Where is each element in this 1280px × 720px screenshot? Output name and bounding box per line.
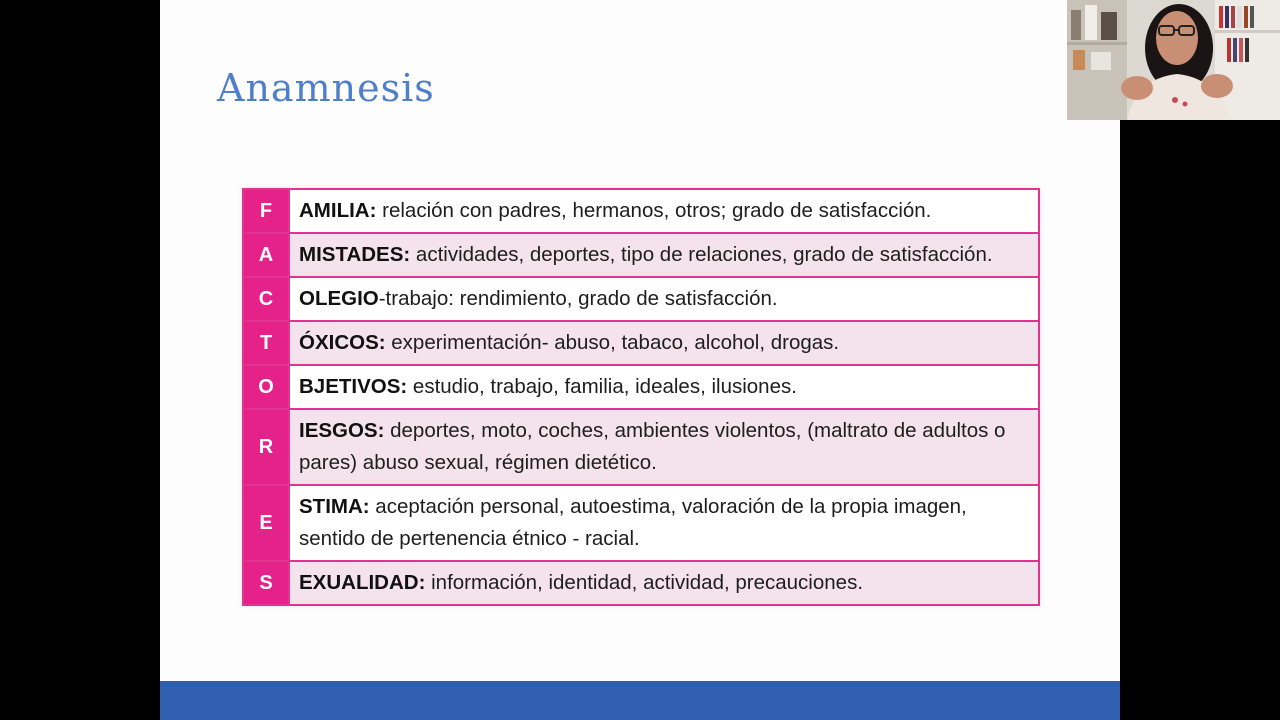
factores-table: [242, 188, 1040, 606]
table-row: [244, 322, 1038, 366]
table-row: [244, 410, 1038, 486]
table-row: [244, 278, 1038, 322]
table-row: [244, 486, 1038, 562]
row-term: EXUALIDAD:: [299, 571, 426, 594]
acronym-letter: F: [244, 190, 288, 232]
row-text: [288, 322, 1038, 364]
acronym-letter: E: [244, 486, 288, 560]
row-text: [288, 234, 1038, 276]
row-text: [288, 366, 1038, 408]
acronym-letter: S: [244, 562, 288, 604]
acronym-letter: O: [244, 366, 288, 408]
row-term: MISTADES:: [299, 243, 411, 266]
table-row: [244, 562, 1038, 604]
presenter-webcam-thumbnail[interactable]: [1067, 0, 1280, 120]
table-row: [244, 234, 1038, 278]
row-term: ÓXICOS:: [299, 331, 386, 354]
acronym-letter: R: [244, 410, 288, 484]
presentation-slide: [160, 0, 1120, 720]
acronym-letter: C: [244, 278, 288, 320]
row-text: [288, 278, 1038, 320]
slide-title: Anamnesis: [217, 66, 435, 110]
row-term: AMILIA:: [299, 199, 377, 222]
row-description: experimentación- abuso, tabaco, alcohol, drogas.: [385, 331, 840, 354]
acronym-letter: T: [244, 322, 288, 364]
table-row: [244, 190, 1038, 234]
row-description: información, identidad, actividad, precauciones.: [425, 571, 864, 594]
row-text: [288, 486, 1038, 560]
row-text: [288, 410, 1038, 484]
table-row: [244, 366, 1038, 410]
presenter-video-icon: [1067, 0, 1280, 120]
row-description: -trabajo: rendimiento, grado de satisfacción.: [378, 287, 778, 310]
row-term: IESGOS:: [299, 419, 385, 442]
row-term: OLEGIO: [299, 287, 379, 310]
row-text: [288, 562, 1038, 604]
acronym-letter: A: [244, 234, 288, 276]
row-term: BJETIVOS:: [299, 375, 408, 398]
row-description: estudio, trabajo, familia, ideales, ilusiones.: [407, 375, 797, 398]
row-description: actividades, deportes, tipo de relaciones, grado de satisfacción.: [410, 243, 993, 266]
slide-footer-bar: [160, 681, 1120, 720]
row-text: [288, 190, 1038, 232]
row-description: relación con padres, hermanos, otros; grado de satisfacción.: [376, 199, 932, 222]
row-term: STIMA:: [299, 495, 370, 518]
row-description: aceptación personal, autoestima, valoración de la propia imagen, sentido de pertenencia étnico - racial.: [299, 495, 967, 550]
row-description: deportes, moto, coches, ambientes violentos, (maltrato de adultos o pares) abuso sexual, régimen dietético.: [299, 419, 1006, 474]
